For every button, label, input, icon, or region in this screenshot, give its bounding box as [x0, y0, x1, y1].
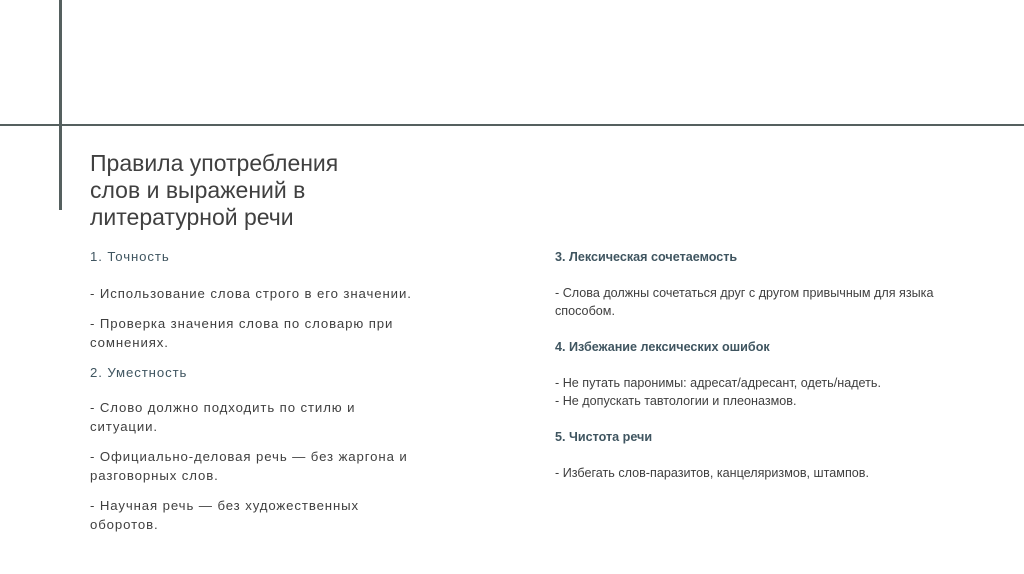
- list-item: - Слова должны сочетаться друг с другом привычным для языка способом.: [555, 286, 934, 318]
- list-item: - Официально-деловая речь — без жаргона и разговорных слов.: [90, 449, 408, 483]
- section-heading-appropriateness: 2. Уместность: [90, 365, 188, 380]
- section-heading-accuracy: 1. Точность: [90, 249, 170, 264]
- section-lexical-errors: [555, 338, 985, 410]
- slide-title: Правила употребления слов и выражений в литературной речи: [90, 150, 339, 230]
- vertical-rule: [59, 0, 62, 210]
- section-heading-errors: 4. Избежание лексических ошибок: [555, 340, 770, 354]
- section-speech-purity: [555, 428, 985, 482]
- horizontal-rule: [0, 124, 1024, 126]
- list-item: - Избегать слов-паразитов, канцеляризмов, штампов.: [555, 466, 869, 480]
- list-item: - Использование слова строго в его значении.: [90, 286, 412, 301]
- section-heading-purity: 5. Чистота речи: [555, 430, 653, 444]
- right-column: [555, 248, 985, 500]
- list-item: - Научная речь — без художественных оборотов.: [90, 498, 360, 532]
- section-lexical-compatibility: [555, 248, 985, 320]
- list-item: - Слово должно подходить по стилю и ситуации.: [90, 400, 356, 434]
- section-heading-compatibility: 3. Лексическая сочетаемость: [555, 250, 738, 264]
- list-item: - Не допускать тавтологии и плеоназмов.: [555, 394, 797, 408]
- list-item: - Не путать паронимы: адресат/адресант, одеть/надеть.: [555, 376, 881, 390]
- left-column: [90, 247, 490, 545]
- list-item: - Проверка значения слова по словарю при сомнениях.: [90, 316, 394, 350]
